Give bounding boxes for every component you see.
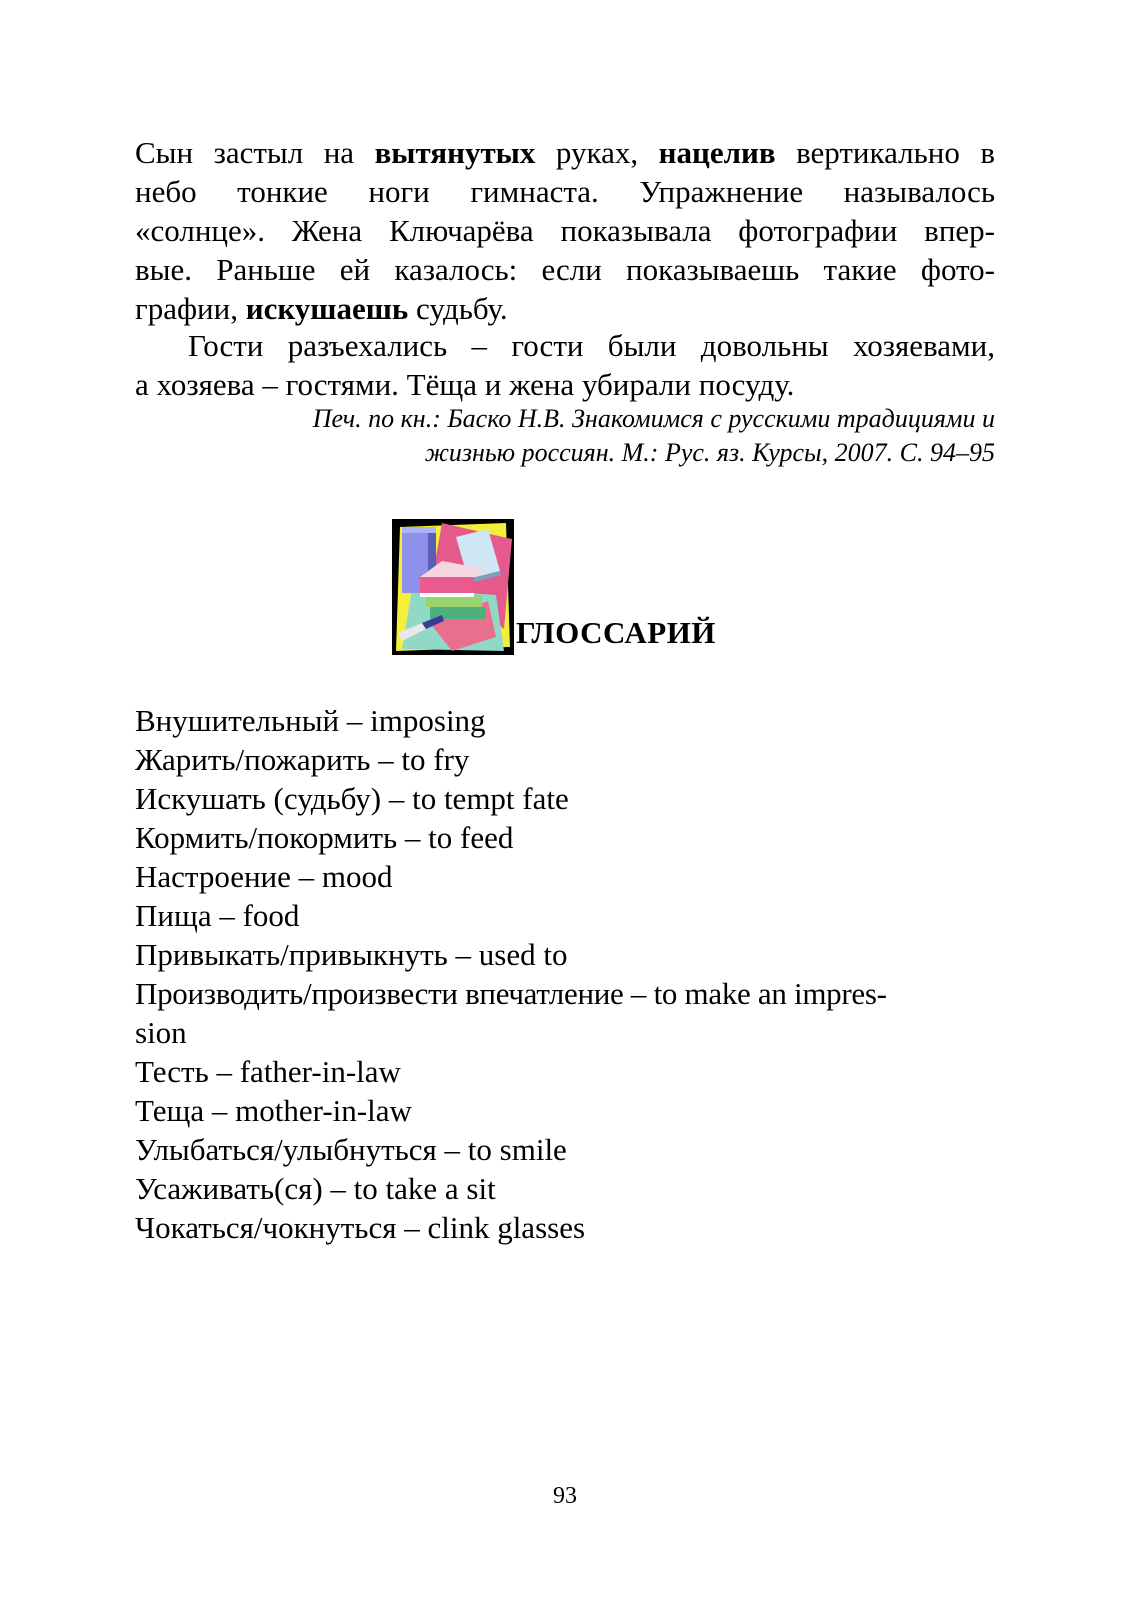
- glossary-entry: Чокаться/чокнуться – clink glasses: [135, 1210, 586, 1245]
- glossary-entry: Искушать (судьбу) – to tempt fate: [135, 781, 569, 816]
- source-citation: [135, 402, 995, 470]
- text-run: руках,: [535, 135, 659, 170]
- paragraph-2-line-1: Гости разъехались – гости были довольны хозяевами,: [188, 328, 995, 363]
- paragraph-1-line-2: небо тонкие ноги гимнаста. Упражнение называлось: [135, 174, 995, 209]
- bold-word: вытянутых: [374, 135, 536, 170]
- glossary-entry: Жарить/пожарить – to fry: [135, 742, 470, 777]
- source-line-1: Печ. по кн.: Баско Н.В. Знакомимся с русскими традициями и: [312, 404, 995, 433]
- glossary-entry: Теща – mother-in-law: [135, 1093, 412, 1128]
- glossary-list: [135, 701, 995, 1247]
- glossary-entry: Тесть – father-in-law: [135, 1054, 401, 1089]
- paragraph-1-line-3: «солнце». Жена Ключарёва показывала фотографии впер-: [135, 213, 995, 248]
- paragraph-1-line-1: [135, 133, 995, 172]
- glossary-entry: Привыкать/привыкнуть – used to: [135, 937, 568, 972]
- glossary-entry: Кормить/покормить – to feed: [135, 820, 514, 855]
- paragraph-1-text: [135, 133, 995, 328]
- paragraph-2-text: [135, 326, 995, 404]
- page-number: 93: [553, 1483, 577, 1509]
- bold-word: искушаешь: [245, 291, 409, 326]
- glossary-entry: Настроение – mood: [135, 859, 393, 894]
- paragraph-1-line-5: [135, 289, 995, 328]
- paragraph-2: [135, 326, 995, 404]
- text-run: судьбу.: [408, 291, 508, 326]
- source-line-2: жизнью россиян. М.: Рус. яз. Курсы, 2007. С. 94–95: [424, 438, 995, 467]
- paragraph-1: [135, 133, 995, 328]
- glossary-entry: Усаживать(ся) – to take a sit: [135, 1171, 496, 1206]
- glossary-entry-continuation: sion: [135, 1015, 187, 1050]
- books-clipart-icon: [392, 519, 514, 655]
- text-run: графии,: [135, 291, 246, 326]
- text-run: Сын застыл на: [135, 135, 375, 170]
- glossary-entry: Внушительный – imposing: [135, 703, 486, 738]
- glossary-entry: Производить/произвести впечатление – to make an impres-: [135, 976, 887, 1011]
- paragraph-2-line-2: а хозяева – гостями. Тёща и жена убирали посуду.: [135, 367, 795, 402]
- bold-word: нацелив: [658, 135, 776, 170]
- text-run: вертикально в: [775, 135, 995, 170]
- glossary-entry: Улыбаться/улыбнуться – to smile: [135, 1132, 567, 1167]
- glossary-entry: Пища – food: [135, 898, 300, 933]
- glossary-title: ГЛОССАРИЙ: [516, 615, 716, 650]
- paragraph-1-line-4: вые. Раньше ей казалось: если показываешь такие фото-: [135, 252, 995, 287]
